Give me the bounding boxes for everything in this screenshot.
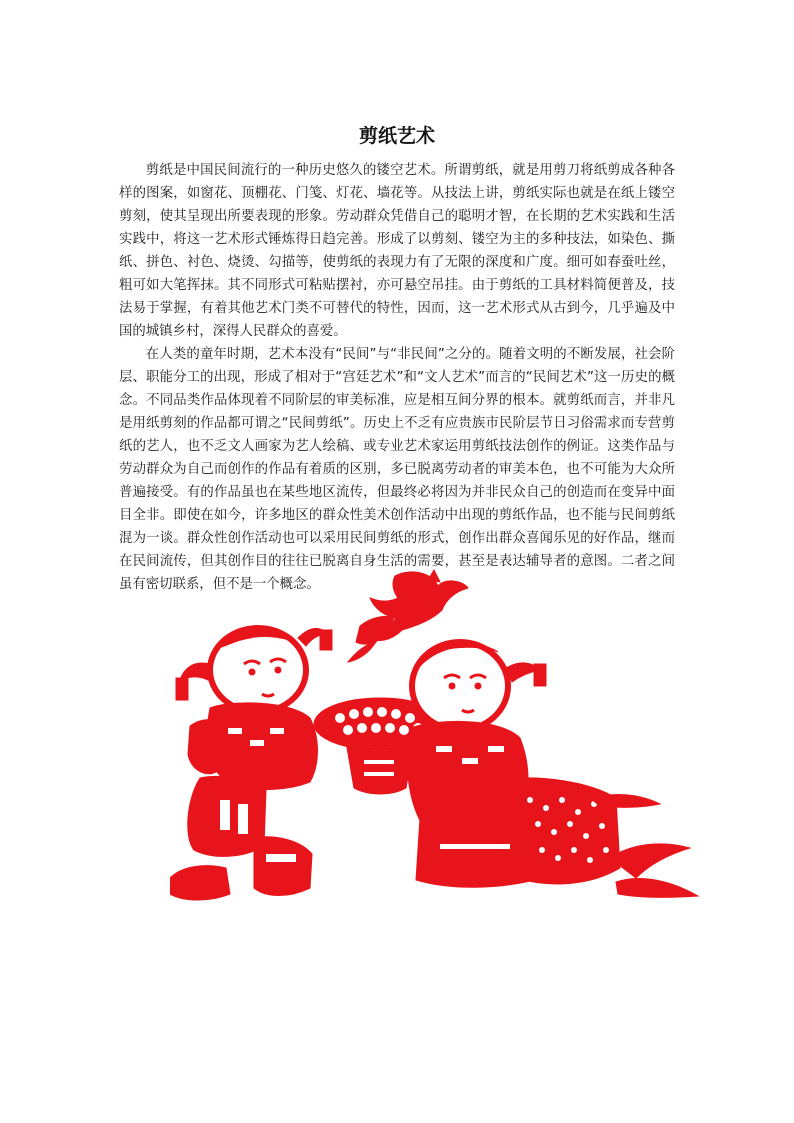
paragraph-2: 在人类的童年时期，艺术本没有“民间”与“非民间”之分的。随着文明的不断发展，社会阶层、职能分工的出现，形成了相对于“宫廷艺术”和“文人艺术”而言的“民间艺术”这一历史的概念。不同品类作品体现着不同阶层的审美标准，应是相互间分界的根本。就剪纸而言，并非凡是用纸剪刻的作品都可谓之“民间剪纸”。历史上不乏有应贵族市民阶层节日习俗需求而专营剪纸的艺人，也不乏文人画家为艺人绘稿、或专业艺术家运用剪纸技法创作的例证。这类作品与劳动群众为自己而创作的作品有着质的区别，多已脱离劳动者的审美本色，也不可能为大众所普遍接受。有的作品虽也在某些地区流传，但最终必将因为并非民众自己的创造而在变异中面目全非。即使在如今，许多地区的群众性美术创作活动中出现的剪纸作品，也不能与民间剪纸混为一谈。群众性创作活动也可以采用民间剪纸的形式，创作出群众喜闻乐见的好作品，继而在民间流传，但其创作目的往往已脱离自身生活的需要，甚至是表达辅导者的意图。二者之间虽有密切联系，但不是一个概念。 <box>119 347 675 592</box>
article-body <box>119 159 675 596</box>
left-child-figure <box>170 628 332 900</box>
page-title: 剪纸艺术 <box>358 125 435 147</box>
paragraph-1: 剪纸是中国民间流行的一种历史悠久的镂空艺术。所谓剪纸，就是用剪刀将纸剪成各种各样的图案，如窗花、顶棚花、门笺、灯花、墙花等。从技法上讲，剪纸实际也就是在纸上镂空剪刻，使其呈现出所要表现的形象。劳动群众凭借自己的聪明才智，在长期的艺术实践和生活实践中，将这一艺术形式锤炼得日趋完善。形成了以剪刻、镂空为主的多种技法，如染色、撕纸、拼色、衬色、烧烫、勾描等，使剪纸的表现力有了无限的深度和广度。细可如春蚕吐丝，粗可如大笔挥抹。其不同形式可粘贴摆衬，亦可悬空吊挂。由于剪纸的工具材料简便普及，技法易于掌握，有着其他艺术门类不可替代的特性，因而，这一艺术形式从古到今，几乎遍及中国的城镇乡村，深得人民群众的喜爱。 <box>119 163 675 339</box>
right-child-figure <box>407 642 698 897</box>
paper-cut-two-children-with-bird-icon <box>170 568 700 923</box>
